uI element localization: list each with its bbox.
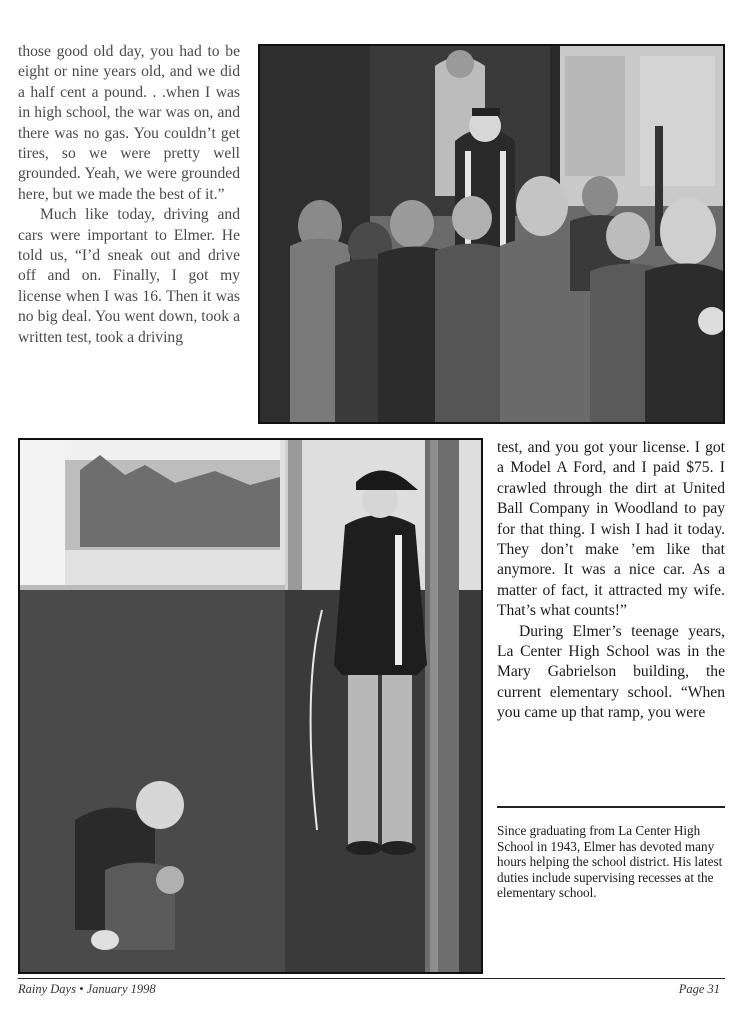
photo-caption: Since graduating from La Center High School in 1943, Elmer has devoted many hours helping the school district. His latest duties include supervising recesses at the elementary school. — [497, 823, 723, 901]
paragraph-right-1: test, and you got your license. I got a Model A Ford, and I paid $75. I crawled through the dirt at United Ball Company in Woodland to pay for that thing. I wish I had it today. They don’t make ’em like that anymore. It was a nice car. As a matter of fact, it attracted my wife. That’s what counts!” — [497, 439, 725, 620]
photo-students-at-door — [258, 44, 725, 424]
footer-page-number: Page 31 — [678, 982, 720, 996]
photo-students-at-door-image — [260, 46, 723, 422]
paragraph-top-2: Much like today, driving and cars were important to Elmer. He told us, “I’d sneak out and drive off and on. Finally, I got my license when I was 16. Then it was no big deal. You went down, took a written test, took a driving — [18, 206, 240, 346]
text-column-right — [497, 438, 725, 724]
text-column-top — [18, 42, 240, 348]
footer-publication: Rainy Days • January 1998 — [18, 982, 156, 996]
footer-divider — [18, 978, 725, 979]
photo-elmer-supervising-image — [20, 440, 481, 972]
caption-divider — [497, 806, 725, 808]
paragraph-top-1: those good old day, you had to be eight or nine years old, and we did a half cent a pound. . .when I was in high school, the war was on, and there was no gas. You couldn’t get tires, so we were pretty well grounded. Yeah, we were grounded here, but we made the best of it.” — [18, 43, 240, 203]
photo-elmer-supervising — [18, 438, 483, 974]
paragraph-right-2: During Elmer’s teenage years, La Center High School was in the Mary Gabrielson building, the current elementary school. “When you came up that ramp, you were — [497, 622, 725, 722]
